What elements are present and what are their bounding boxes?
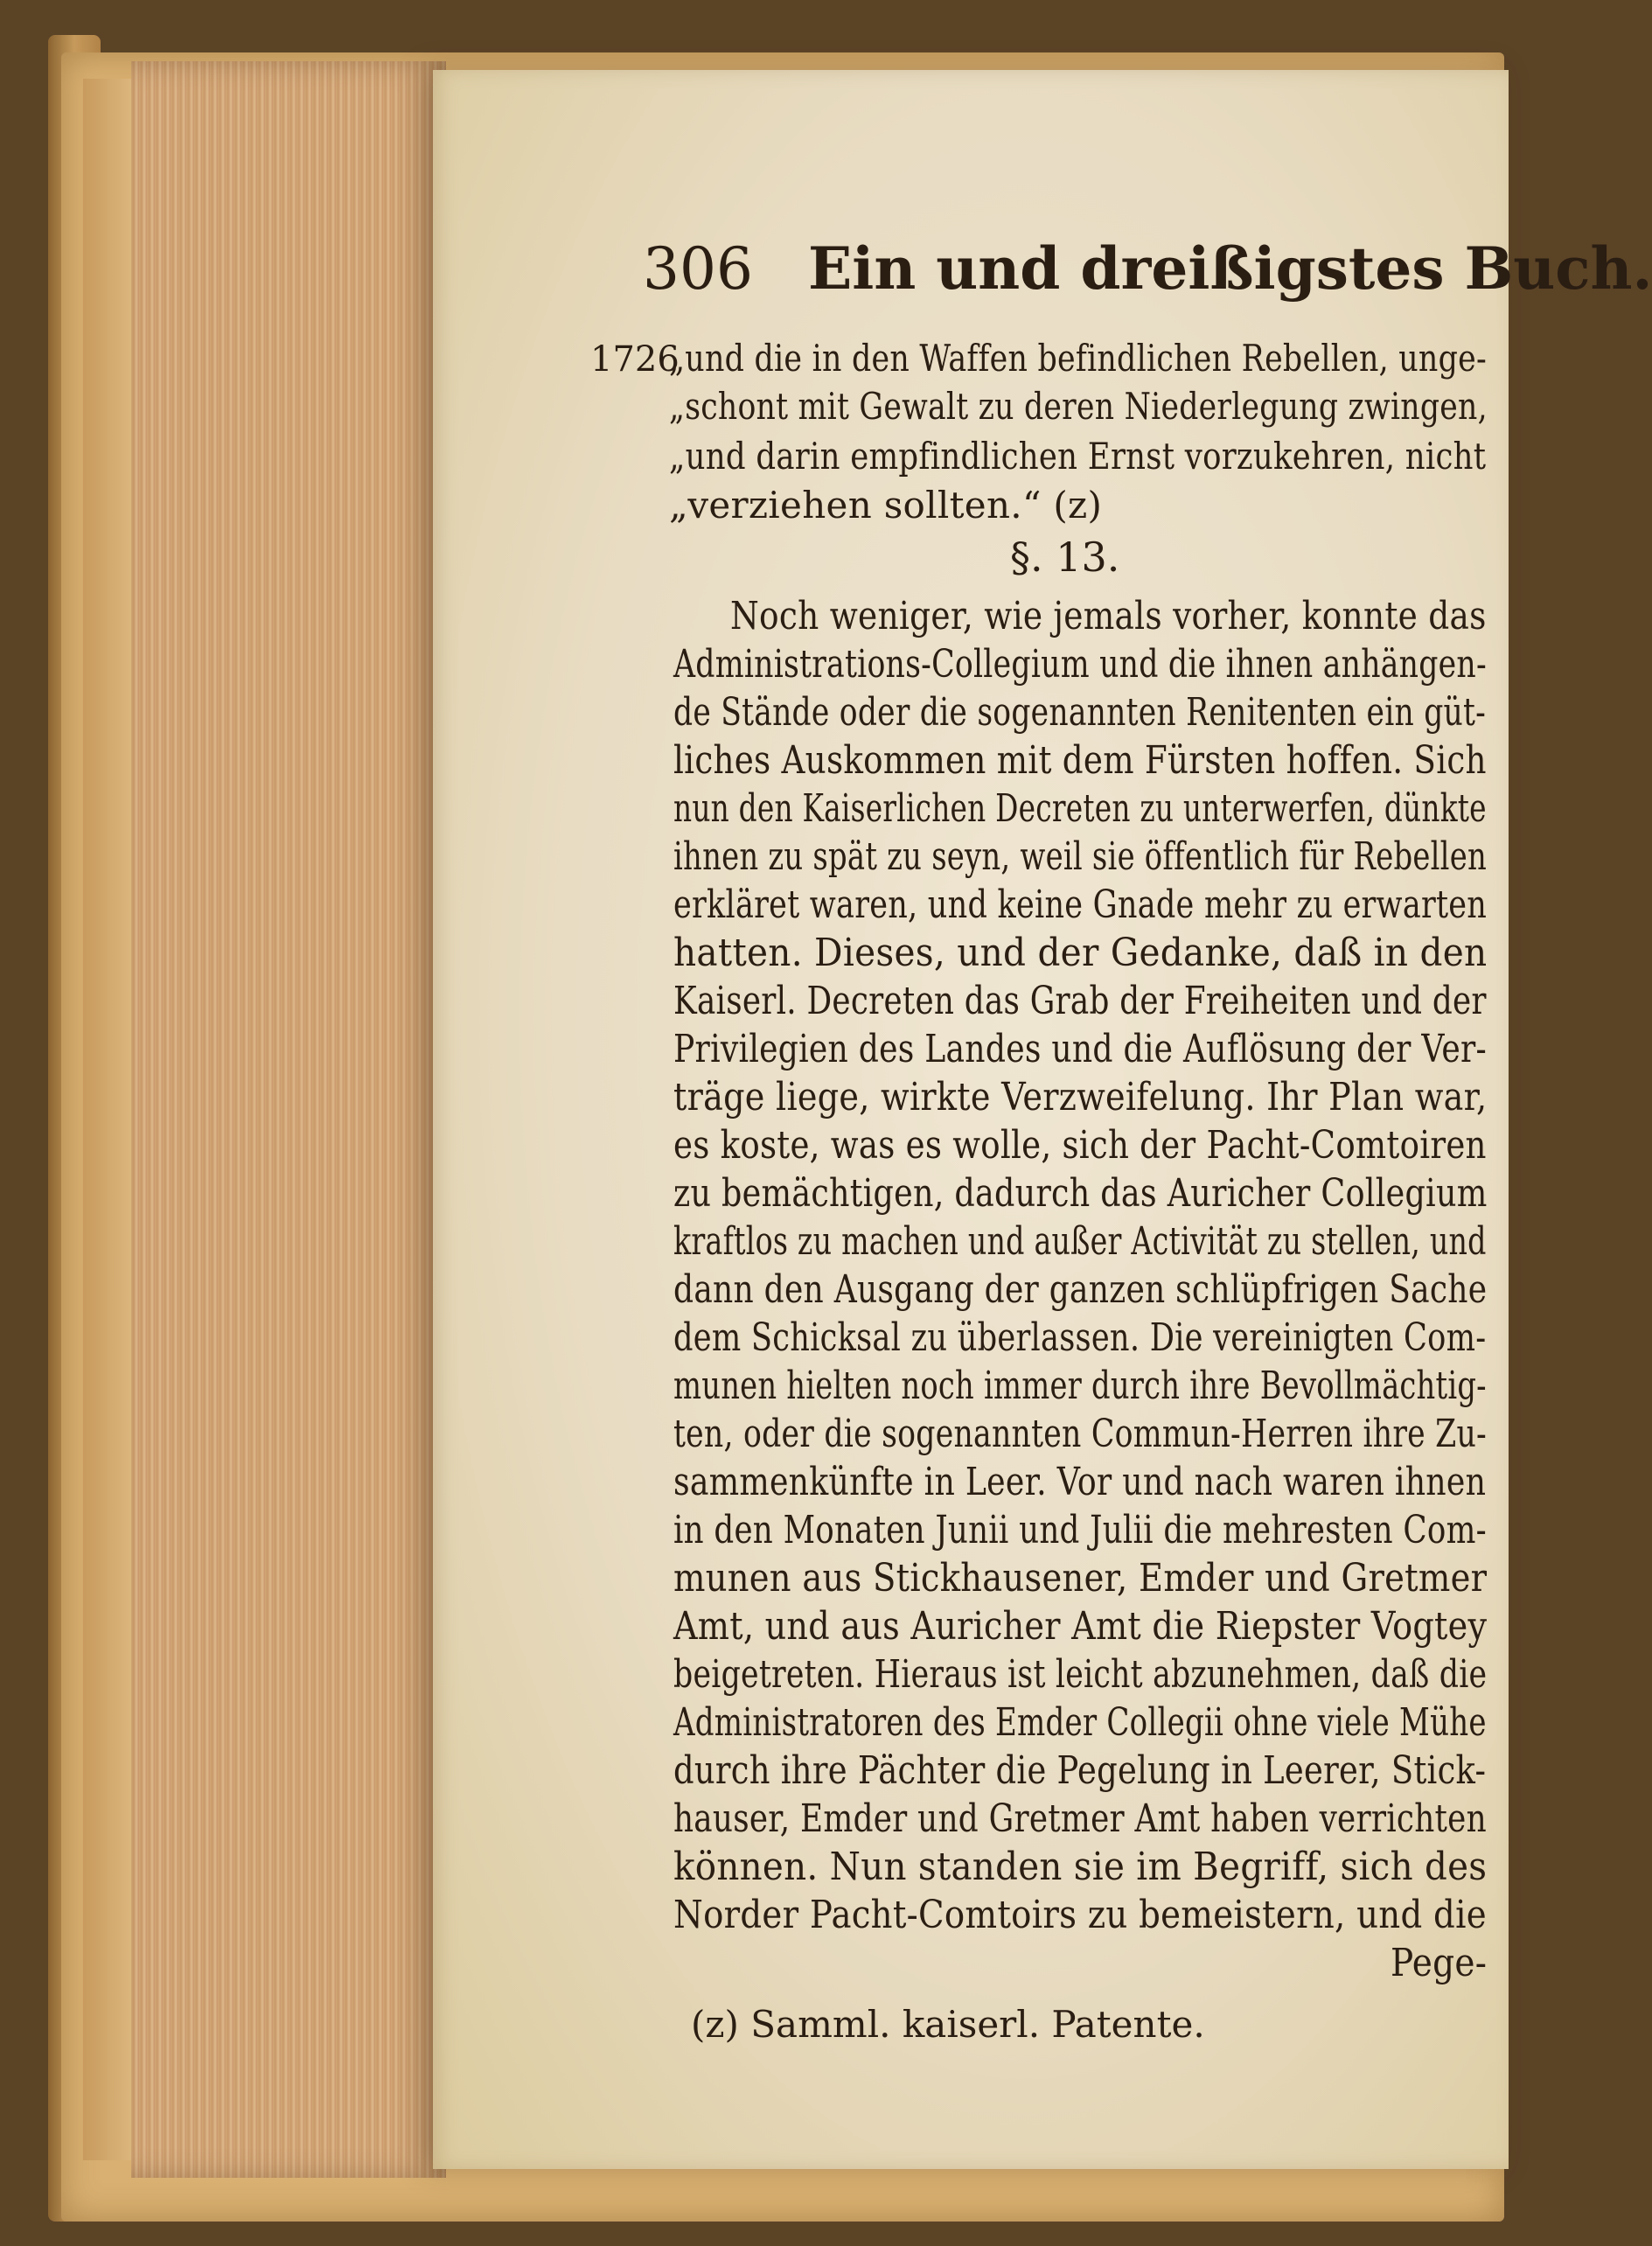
body-line: liches Auskommen mit dem Fürsten hoffen. Sich: [673, 738, 1487, 783]
body-line: nun den Kaiserlichen Decreten zu unterwerfen, dünkte: [673, 786, 1487, 831]
body-line: de Stände oder die sogenannten Renitenten ein güt-: [673, 690, 1487, 735]
body-line: Administratoren des Emder Collegii ohne viele Mühe: [673, 1700, 1487, 1745]
quote-line: „und die in den Waffen befindlichen Rebellen, unge-: [669, 337, 1488, 380]
body-line: munen aus Stickhausener, Emder und Gretmer: [673, 1556, 1488, 1601]
quote-line: „schont mit Gewalt zu deren Niederlegung zwingen,: [669, 385, 1488, 428]
catchword: Pege-: [1391, 1941, 1488, 1985]
body-line: Amt, und aus Auricher Amt die Riepster Vogtey: [673, 1604, 1488, 1649]
running-header: [643, 234, 1652, 303]
quote-line: „und darin empfindlichen Ernst vorzukehren, nicht: [669, 435, 1487, 478]
body-line: Kaiserl. Decreten das Grab der Freiheiten und der: [673, 979, 1487, 1023]
body-line: Norder Pacht-Comtoirs zu bemeistern, und die: [673, 1893, 1487, 1937]
body-line: hauser, Emder und Gretmer Amt haben verrichten: [673, 1796, 1487, 1841]
body-line: Privilegien des Landes und die Auflösung der Ver-: [673, 1027, 1487, 1071]
quote-line: „verziehen sollten.“ (z): [669, 484, 1103, 527]
body-line: erkläret waren, und keine Gnade mehr zu erwarten: [673, 882, 1488, 927]
page-edge-stack: [131, 61, 446, 2178]
page-title: Ein und dreißigstes Buch.: [807, 234, 1652, 303]
margin-year: 1726: [590, 339, 680, 380]
body-line: durch ihre Pächter die Pegelung in Leerer, Stick-: [673, 1748, 1487, 1793]
body-line: munen hielten noch immer durch ihre Bevollmächtig-: [673, 1364, 1487, 1408]
footnote: (z) Samml. kaiserl. Patente.: [691, 2003, 1205, 2046]
section-heading: §. 13.: [1010, 534, 1120, 581]
body-line: in den Monaten Junii und Julii die mehresten Com-: [673, 1508, 1487, 1552]
body-line: dem Schicksal zu überlassen. Die vereinigten Com-: [673, 1315, 1487, 1360]
body-line: zu bemächtigen, dadurch das Auricher Collegium: [673, 1171, 1488, 1216]
body-line: dann den Ausgang der ganzen schlüpfrigen Sache: [673, 1267, 1488, 1312]
body-line: träge liege, wirkte Verzweifelung. Ihr Plan war,: [673, 1075, 1488, 1120]
body-line: ten, oder die sogenannten Commun-Herren ihre Zu-: [673, 1412, 1488, 1456]
body-line: ihnen zu spät zu seyn, weil sie öffentlich für Rebellen: [673, 834, 1487, 879]
body-line: es koste, was es wolle, sich der Pacht-Comtoiren: [673, 1123, 1487, 1168]
body-line: sammenkünfte in Leer. Vor und nach waren ihnen: [673, 1460, 1487, 1504]
body-line: können. Nun standen sie im Begriff, sich des: [673, 1845, 1488, 1889]
body-line: Noch weniger, wie jemals vorher, konnte das: [730, 594, 1487, 638]
body-line: Administrations-Collegium und die ihnen anhängen-: [673, 642, 1487, 687]
body-line: kraftlos zu machen und außer Activität zu stellen, und: [673, 1219, 1487, 1264]
page-number: 306: [643, 235, 753, 303]
body-line: hatten. Dieses, und der Gedanke, daß in den: [673, 931, 1488, 975]
body-line: beigetreten. Hieraus ist leicht abzunehmen, daß die: [673, 1652, 1488, 1697]
